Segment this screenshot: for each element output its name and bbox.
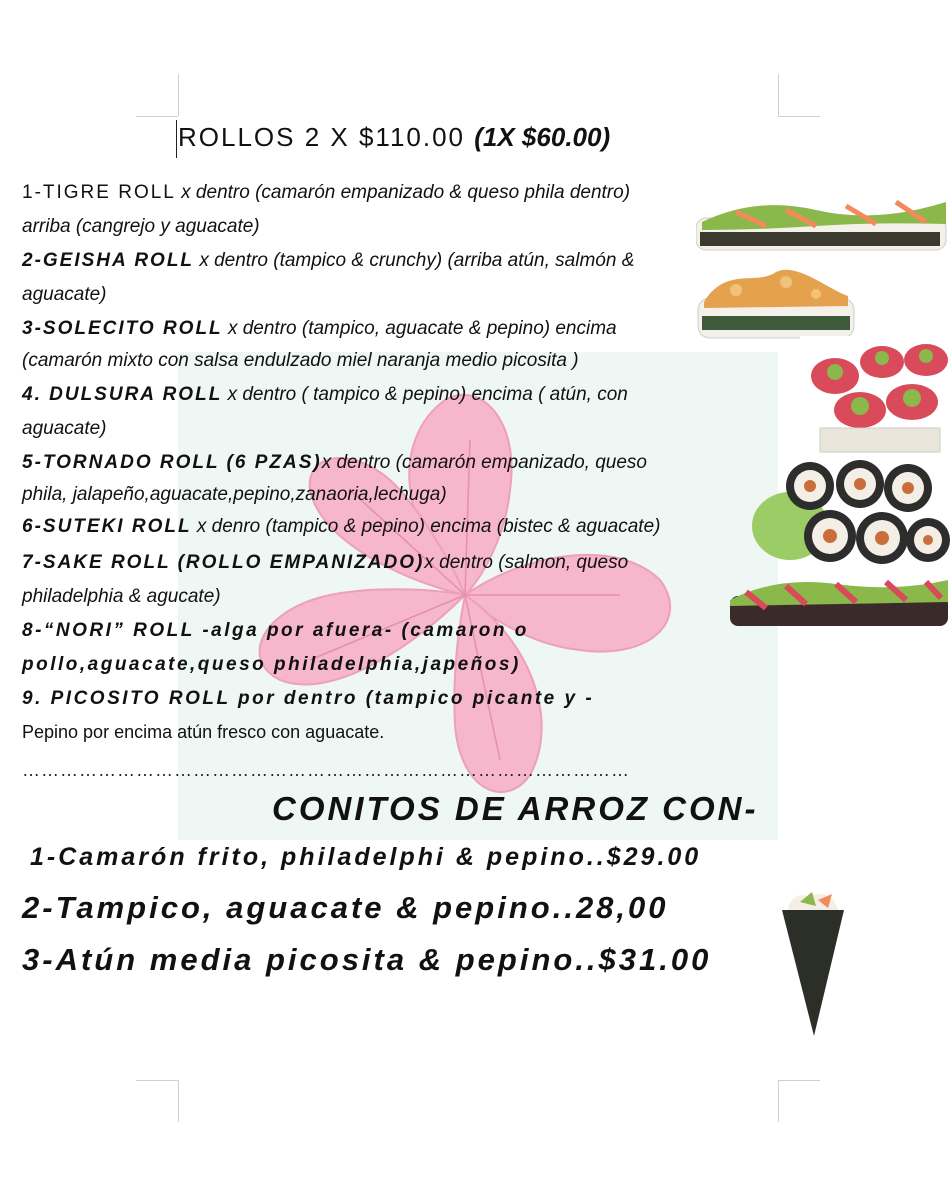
origami-flower-image — [227, 380, 700, 810]
list-item-roll-3-line1 — [22, 318, 617, 340]
text-cursor — [176, 120, 177, 158]
list-item-roll-8-line2 — [22, 654, 521, 676]
list-item-roll-4-line1 — [22, 384, 628, 406]
roll-desc: por dentro (tampico picante y - — [238, 688, 595, 709]
list-item-roll-5-line2 — [22, 484, 447, 506]
roll-desc: -alga por afuera- (camaron o — [202, 620, 529, 641]
separator-dots: …………………………………………………………………………………… — [22, 760, 630, 780]
list-item-roll-3-line2 — [22, 350, 579, 372]
roll-name: 4. DULSURA ROLL — [22, 384, 223, 405]
crop-mark-bottom-left-v — [178, 1080, 179, 1122]
list-item-roll-2-line1 — [22, 250, 634, 272]
list-item-roll-5-line1 — [22, 452, 647, 474]
crop-mark-top-left-v — [178, 74, 179, 116]
crop-mark-bottom-right-h — [778, 1080, 820, 1081]
crop-mark-top-right-h — [778, 116, 820, 117]
list-item-roll-1-line1 — [22, 182, 630, 204]
crop-mark-bottom-left-h — [136, 1080, 178, 1081]
list-item-roll-9-line1 — [22, 688, 594, 710]
roll-desc: x dentro (tampico, aguacate & pepino) encima — [227, 318, 617, 339]
roll-name: 2-GEISHA ROLL — [22, 250, 195, 271]
roll-name: 6-SUTEKI ROLL — [22, 516, 192, 537]
roll-desc: x dentro ( tampico & pepino) encima ( atún, con — [227, 384, 628, 405]
list-item-roll-6-line1 — [22, 516, 660, 538]
cone-image — [778, 890, 848, 1040]
title-price-pair: ROLLOS 2 X $110.00 — [178, 122, 466, 152]
roll-name: 3-SOLECITO ROLL — [22, 318, 223, 339]
list-item-roll-7-line1 — [22, 552, 628, 574]
roll-desc: x dentro (salmon, queso — [424, 552, 629, 573]
list-item-cone-3: 3-Atún media picosita & pepino..$31.00 — [22, 942, 712, 977]
roll-name: 5-TORNADO ROLL (6 PZAS) — [22, 452, 322, 473]
crop-mark-top-left-h — [136, 116, 178, 117]
list-item-roll-8-line1 — [22, 620, 529, 642]
conitos-title: CONITOS DE ARROZ CON- — [272, 790, 759, 827]
roll-desc: x dentro (camarón empanizado & queso phila dentro) — [181, 182, 631, 203]
roll-desc: x denro (tampico & pepino) encima (bistec & aguacate) — [196, 516, 661, 537]
roll-name: 1-TIGRE ROLL — [22, 182, 176, 203]
roll-desc: Pepino por encima atún fresco con aguacate. — [22, 722, 385, 742]
roll-desc: x dentro (tampico & crunchy) (arriba atún, salmón & — [199, 250, 635, 271]
list-item-cone-2: 2-Tampico, aguacate & pepino..28,00 — [22, 890, 669, 925]
list-item-roll-4-line2 — [22, 418, 107, 440]
list-item-roll-7-line2 — [22, 586, 221, 608]
roll-name: 8-“NORI” ROLL — [22, 620, 195, 641]
roll-name: 7-SAKE ROLL (ROLLO EMPANIZADO) — [22, 552, 425, 573]
list-item-roll-2-line2 — [22, 284, 107, 306]
list-item-cone-1: 1-Camarón frito, philadelphi & pepino..$29.00 — [30, 843, 702, 871]
roll-desc: phila, jalapeño,aguacate,pepino,zanaoria,lechuga) — [22, 484, 447, 505]
roll-desc: aguacate) — [22, 284, 107, 305]
roll-desc: x dentro (camarón empanizado, queso — [321, 452, 648, 473]
roll-desc: philadelphia & agucate) — [22, 586, 221, 607]
roll-desc: (camarón mixto con salsa endulzado miel naranja medio picosita ) — [22, 350, 579, 371]
tigre-roll-image — [696, 196, 952, 258]
roll-name: 9. PICOSITO ROLL — [22, 688, 231, 709]
roll-desc: arriba (cangrejo y aguacate) — [22, 216, 260, 237]
crop-mark-bottom-right-v — [778, 1080, 779, 1122]
crop-mark-top-right-v — [778, 74, 779, 116]
tornado-roll-image — [750, 456, 952, 576]
roll-desc: aguacate) — [22, 418, 107, 439]
geisha-roll-image — [696, 266, 856, 346]
list-item-roll-1-line2 — [22, 216, 260, 238]
menu-title — [178, 122, 610, 153]
solecito-roll-image — [800, 336, 952, 466]
title-price-single: (1X $60.00) — [474, 122, 611, 152]
roll-desc: pollo,aguacate,queso philadelphia,japeños) — [22, 654, 521, 675]
list-item-roll-9-line2 — [22, 722, 384, 743]
sake-roll-image — [726, 572, 952, 638]
